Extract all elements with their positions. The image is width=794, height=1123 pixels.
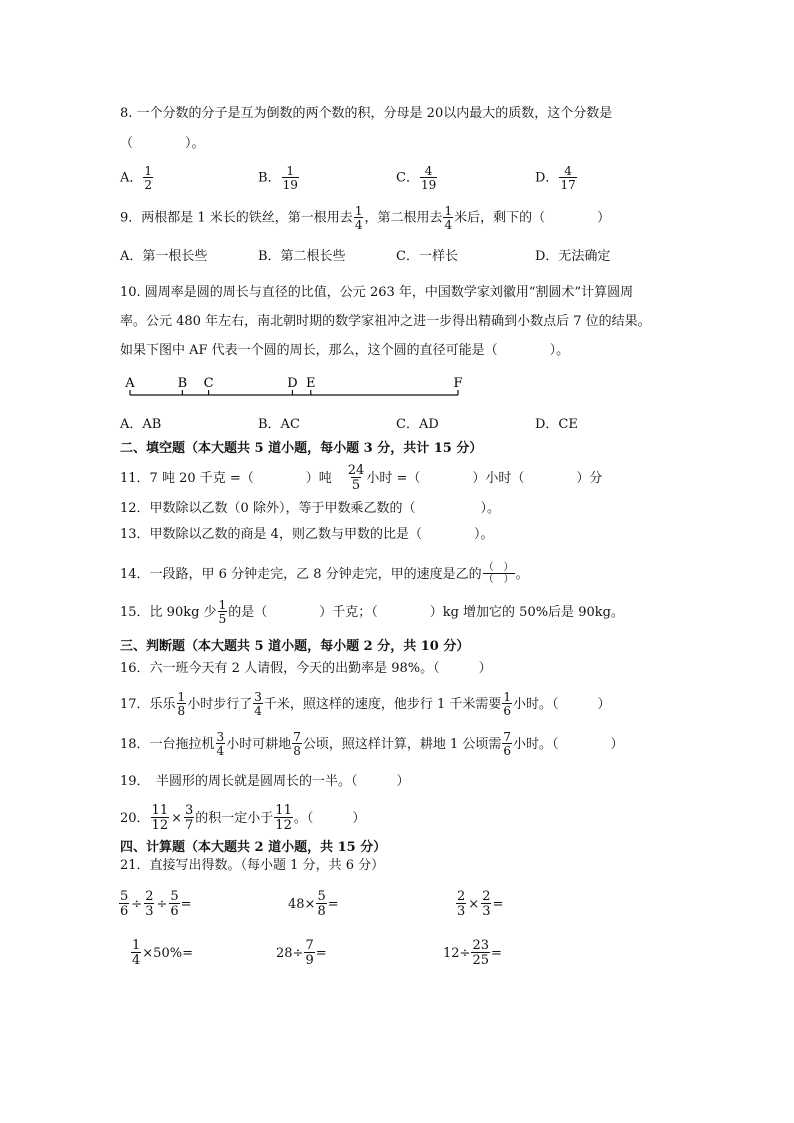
q8-option-d: D． $\frac{4}{17}$	[535, 164, 576, 192]
segment-label-a: A	[125, 376, 135, 391]
q9-option-d: D．无法确定	[535, 249, 611, 264]
q10-option-c: C．AD	[396, 417, 439, 432]
q8-option-a: A． $\frac{1}{2}$	[120, 164, 153, 192]
q19-text: 19． 半圆形的周长就是圆周长的一半。（ ）	[120, 774, 410, 789]
section-4-heading: 四、计算题（本大题共 2 道小题，共 15 分）	[120, 840, 387, 855]
segment-label-c: C	[203, 376, 214, 391]
segment-diagram	[120, 373, 470, 403]
calc-item-5: 28÷ $\frac{7}{9}$ =	[276, 938, 327, 968]
q14-text: 14．一段路，甲 6 分钟走完，乙 8 分钟走完，甲的速度是乙的 （ ） （ ） 。	[120, 562, 529, 585]
q10-text-line1: 10. 圆周率是圆的周长与直径的比值，公元 263 年，中国数学家刘徽用“割圆术”计算圆周	[120, 285, 634, 300]
q16-text: 16．六一班今天有 2 人请假，今天的出勤率是 98%。（ ）	[120, 661, 492, 676]
q20-text: 20． $\frac{11}{12}$ × $\frac{3}{7}$ 的积一定小于 11 12 。（ ）	[120, 803, 366, 833]
q8-text-line1: 8. 一个分数的分子是互为倒数的两个数的积，分母是 20以内最大的质数，这个分数是	[120, 106, 613, 121]
q10-text-line3: 如果下图中 AF 代表一个圆的周长，那么，这个圆的直径可能是（ ）。	[120, 343, 570, 358]
q18-text: 18．一台拖拉机 3 4 小时可耕地 7 8 公顷，照这样计算，耕地 1 公顷需 7 6 小时。（ ）	[120, 730, 624, 758]
calc-item-1: $\frac{5}{6}$ ÷ $\frac{2}{3}$ ÷ $\frac{5}{6}$ =	[120, 889, 192, 919]
calc-item-6: 12÷ $\frac{23}{25}$ =	[443, 938, 502, 968]
segment-label-b: B	[177, 376, 188, 391]
q15-text: 15．比 90kg 少 1 5 的是（ ）千克；（ ）kg 增加它的 50%后是 90kg。	[120, 598, 624, 626]
q13-text: 13．甲数除以乙数的商是 4，则乙数与甲数的比是（ ）。	[120, 527, 494, 542]
q11-text: 11．7 吨 20 千克 =（ ）吨 24 5 小时 =（ ）小时（ ）分	[120, 463, 603, 493]
q9-option-b: B．第二根长些	[258, 249, 346, 264]
q10-option-d: D．CE	[535, 417, 578, 432]
q17-text: 17．乐乐 1 8 小时步行了 3 4 千米，照这样的速度，他步行 1 千米需要 1 6 小时。（ ）	[120, 690, 611, 718]
segment-label-f: F	[453, 376, 463, 391]
q9-option-c: C．一样长	[396, 249, 458, 264]
calc-item-4: $\frac{1}{4}$ ×50%=	[132, 938, 193, 968]
q8-text-line2: （ ）。	[120, 136, 205, 151]
q8-option-c: C． $\frac{4}{19}$	[396, 164, 437, 192]
q10-option-b: B．AC	[258, 417, 300, 432]
calc-item-2: 48× $\frac{5}{8}$ =	[288, 889, 339, 919]
q21-text: 21．直接写出得数。（每小题 1 分，共 6 分）	[120, 858, 385, 873]
segment-label-d: D	[287, 376, 298, 391]
q10-text-line2: 率。公元 480 年左右，南北朝时期的数学家祖冲之进一步得出精确到小数点后 7 位的结果。	[120, 314, 651, 329]
section-3-heading: 三、判断题（本大题共 5 道小题，每小题 2 分，共 10 分）	[120, 639, 470, 654]
q8-option-b: B． $\frac{1}{19}$	[258, 164, 298, 192]
q9-option-a: A．第一根长些	[120, 249, 208, 264]
section-2-heading: 二、填空题（本大题共 5 道小题，每小题 3 分，共计 15 分）	[120, 441, 483, 456]
q12-text: 12．甲数除以乙数（0 除外），等于甲数乘乙数的（ ）。	[120, 501, 500, 516]
q9-text: 9．两根都是 1 米长的铁丝，第一根用去 $\frac{1}{4}$ ，第二根用去 $\frac{1}{4}$ 米后，剩下的（ ）	[120, 204, 611, 232]
segment-label-e: E	[306, 376, 316, 391]
calc-item-3: $\frac{2}{3}$ × $\frac{2}{3}$ =	[457, 889, 504, 919]
q10-option-a: A．AB	[120, 417, 162, 432]
